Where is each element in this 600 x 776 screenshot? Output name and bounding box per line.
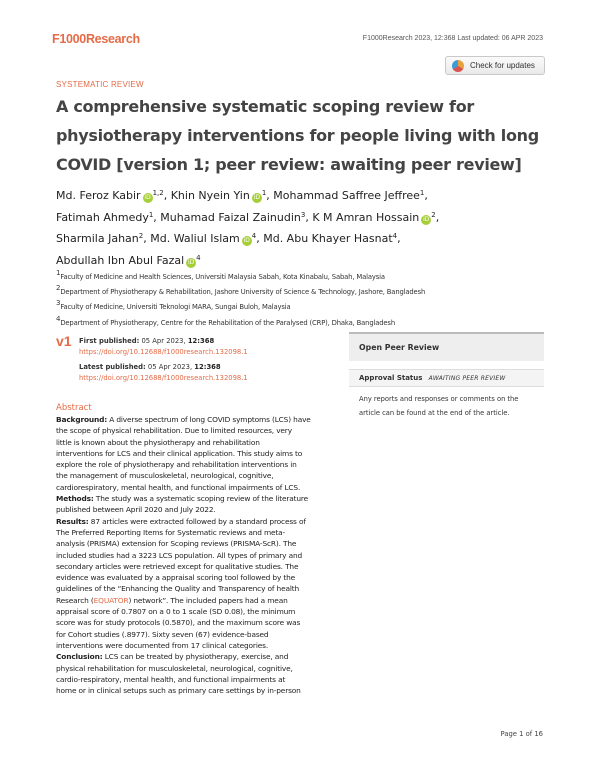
author-name[interactable]: Fatimah Ahmedy xyxy=(56,210,149,224)
doi-link[interactable]: https://doi.org/10.12688/f1000research.132098.1 xyxy=(79,373,248,382)
author-line: Fatimah Ahmedy$^1$, Muhamad Faizal Zainudin$^3$, K M Amran Hossain $iD^2$, xyxy=(56,210,440,224)
title-line: A comprehensive systematic scoping review for xyxy=(56,97,474,116)
author-list xyxy=(56,184,556,270)
author-name[interactable]: Khin Nyein Yin xyxy=(170,189,250,202)
author-name[interactable]: Sharmila Jahan xyxy=(56,232,139,245)
affiliation: 2Department of Physiotherapy & Rehabilitation, Jashore University of Science & Technology, Jashore, Bangladesh xyxy=(56,284,426,297)
equator-link[interactable]: EQUATOR xyxy=(93,595,129,605)
author-name[interactable]: Md. Waliul Islam xyxy=(150,232,240,245)
version-label: v1 xyxy=(56,333,72,349)
check-for-updates-button[interactable] xyxy=(445,56,545,75)
peer-review-note: Any reports and responses or comments on the article can be found at the end of the article. xyxy=(359,395,519,417)
title-line: COVID [version 1; peer review: awaiting peer review] xyxy=(56,155,522,174)
author-name[interactable]: Abdullah Ibn Abul Fazal xyxy=(56,253,185,267)
author-name[interactable]: Muhamad Faizal Zainudin xyxy=(160,210,301,224)
article-type: SYSTEMATIC REVIEW xyxy=(56,80,144,89)
affiliation: 4Department of Physiotherapy, Centre for the Rehabilitation of the Paralysed (CRP), Dhaka, Bangladesh xyxy=(56,314,395,327)
abstract-body: Background: A diverse spectrum of long COVID symptoms (LCS) have the scope of physical rehabilitation. Due to limited resources, very little is known about the physiotherapy and rehabilitation interventions for LCS and their clinical application. This study aims to explore the role of physiotherapy and rehabilitation interventions in the management of musculoskeletal, neurological, cognitive, cardiorespiratory, mental health, and functional impairments of LCS. Methods: The study was a systematic scoping review of the literature published between April 2020 and July 2022. Results: 87 articles were extracted followed by a standard process of The Preferred Reporting Items for Systematic reviews and meta- analysis (PRISMA) extension for Scoping reviews (PRISMA-ScR). The included studies had a 3223 LCS population. All types of primary and secondary articles were retrieved except for qualitative studies. The evidence was evaluated by a appraisal scoring tool followed by the guidelines of the “Enhancing the Quality and Transparency of health Research (EQUATOR) network”. The included papers had a mean appraisal score of 0.7807 on a 0 to 1 scale (SD 0.08), the minimum score was for study protocols (0.5870), and the maximum score was for Cohort studies (.8977). Sixty seven (67) evidence-based interventions were documented from 17 clinical categories. Conclusion: LCS can be treated by physiotherapy, exercise, and physical rehabilitation for musculoskeletal, neurological, cognitive, cardio-respiratory, mental health, and functional impairments at home or in clinical setups such as primary care settings by in-person xyxy=(56,415,311,696)
author-line: Md. Feroz Kabir iD$^{1,2}$, Khin Nyein Yin $iD^1$, Mohammad Saffree Jeffree$^1$, xyxy=(56,189,428,202)
author-name[interactable]: Mohammad Saffree Jeffree xyxy=(273,189,420,202)
affiliation: 3Faculty of Medicine, Universiti Teknologi MARA, Sungai Buloh, Malaysia xyxy=(56,299,291,312)
first-published: First published: 05 Apr 2023, 12:368 https://doi.org/10.12688/f1000research.132098.1 xyxy=(79,337,248,356)
author-name[interactable]: Md. Feroz Kabir xyxy=(56,189,141,202)
author-name[interactable]: K M Amran Hossain xyxy=(312,210,420,224)
latest-published: Latest published: 05 Apr 2023, 12:368 https://doi.org/10.12688/f1000research.132098.1 xyxy=(79,363,248,382)
approval-status: Approval Status AWAITING PEER REVIEW xyxy=(349,369,544,387)
journal-logo: F1000Research xyxy=(52,32,140,46)
peer-review-title: Open Peer Review xyxy=(349,332,544,361)
orcid-icon[interactable]: iD xyxy=(187,258,195,266)
title-line: physiotherapy interventions for people living with long xyxy=(56,126,539,145)
approval-status-value: AWAITING PEER REVIEW xyxy=(428,375,506,382)
abstract-heading: Abstract xyxy=(56,403,92,413)
affiliation: 1Faculty of Medicine and Health Sciences, Universiti Malaysia Sabah, Kota Kinabalu, Sabah, Malaysia xyxy=(56,269,385,281)
orcid-icon[interactable]: iD xyxy=(243,237,250,244)
author-line: Abdullah Ibn Abul Fazal $iD^4$ xyxy=(56,253,201,267)
open-peer-review-panel xyxy=(349,332,544,420)
crossmark-icon xyxy=(452,60,464,72)
orcid-icon[interactable]: iD xyxy=(423,215,430,223)
header-meta: F1000Research 2023, 12:368 Last updated: 06 APR 2023 xyxy=(362,35,543,42)
author-name[interactable]: Md. Abu Khayer Hasnat xyxy=(263,232,393,245)
orcid-icon[interactable]: iD xyxy=(253,194,260,201)
check-for-updates-label: Check for updates xyxy=(470,61,535,70)
page-number: Page 1 of 16 xyxy=(500,730,543,738)
article-title xyxy=(56,92,539,179)
affiliations xyxy=(56,268,425,329)
orcid-icon[interactable]: iD xyxy=(144,194,151,201)
author-line: Sharmila Jahan$^2$, Md. Waliul Islam $iD^4$, Md. Abu Khayer Hasnat$^4$, xyxy=(56,232,401,245)
doi-link[interactable]: https://doi.org/10.12688/f1000research.132098.1 xyxy=(79,347,248,356)
